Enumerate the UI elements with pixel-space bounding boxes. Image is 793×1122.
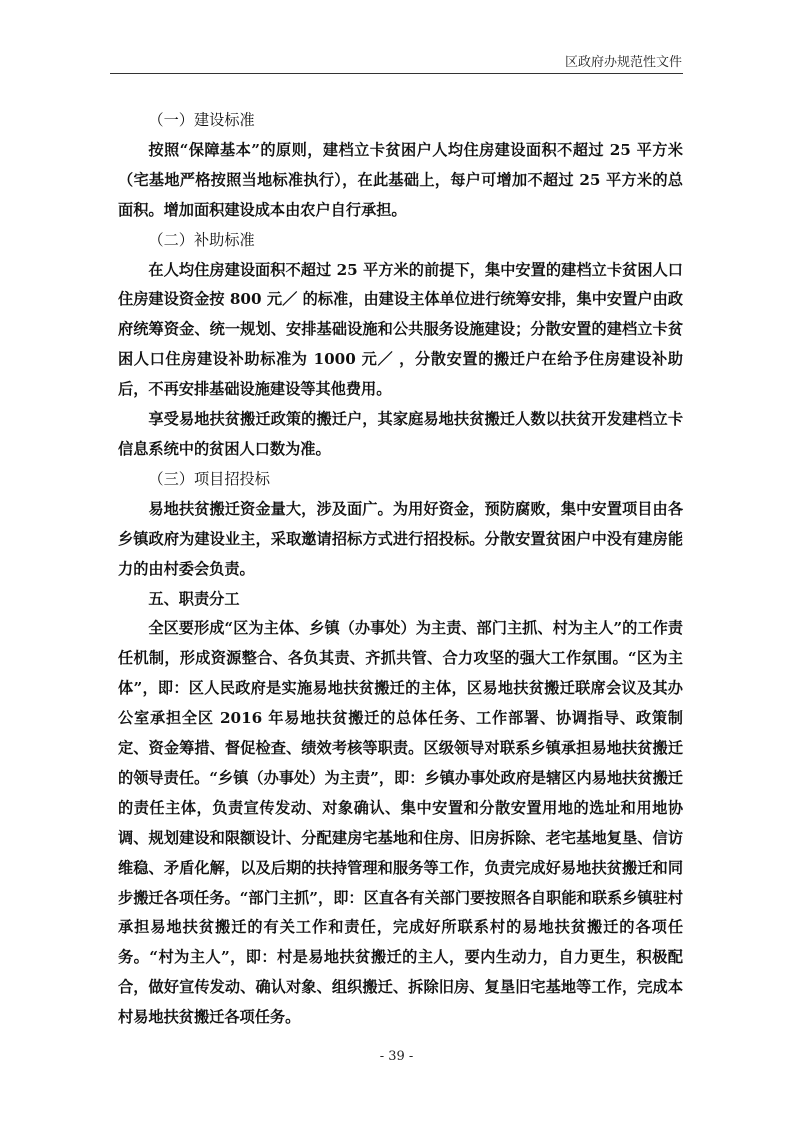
section-heading-responsibilities: 五、职责分工 bbox=[148, 589, 240, 608]
paragraph: 易地扶贫搬迁资金量大，涉及面广。为用好资金，预防腐败，集中安置项目由各乡镇政府为建设业主，采取邀请招标方式进行招投标。分散安置贫困户中没有建房能力的由村委会负责。 bbox=[118, 499, 683, 578]
body-text bbox=[118, 106, 683, 1033]
paragraph: 在人均住房建设面积不超过 25 平方米的前提下，集中安置的建档立卡贫困人口住房建设资金按 800 元／ 的标准，由建设主体单位进行统筹安排，集中安置户由政府统筹资金、统一规划、安排基础设施和公共服务设施建设；分散安置的建档立卡贫困人口住房建设补助标准为 1000 元／ ，分散安置的搬迁户在给予住房建设补助后，不再安排基础设施建设等其他费用。 bbox=[118, 260, 683, 399]
paragraph: 按照“保障基本”的原则，建档立卡贫困户人均住房建设面积不超过 25 平方米（宅基地严格按照当地标准执行），在此基础上，每户可增加不超过 25 平方米的总面积。增加面积建设成本由农户自行承担。 bbox=[118, 140, 683, 219]
paragraph: 全区要形成“区为主体、乡镇（办事处）为主责、部门主抓、村为主人”的工作责任机制，形成资源整合、各负其责、齐抓共管、合力攻坚的强大工作氛围。“区为主体”，即：区人民政府是实施易地扶贫搬迁的主体，区易地扶贫搬迁联席会议及其办公室承担全区 2016 年易地扶贫搬迁的总体任务、工作部署、协调指导、政策制定、资金筹措、督促检查、绩效考核等职责。区级领导对联系乡镇承担易地扶贫搬迁的领导责任。“乡镇（办事处）为主责”，即：乡镇办事处政府是辖区内易地扶贫搬迁的责任主体，负责宣传发动、对象确认、集中安置和分散安置用地的选址和用地协调、规划建设和限额设计、分配建房宅基地和住房、旧房拆除、老宅基地复垦、信访维稳、矛盾化解，以及后期的扶持管理和服务等工作，负责完成好易地扶贫搬迁和同步搬迁各项任务。“部门主抓”，即：区直各有关部门要按照各自职能和联系乡镇驻村承担易地扶贫搬迁的有关工作和责任，完成好所联系村的易地扶贫搬迁的各项任务。“村为主人”，即：村是易地扶贫搬迁的主人，要内生动力，自力更生，积极配合，做好宣传发动、确认对象、组织搬迁、拆除旧房、复垦旧宅基地等工作，完成本村易地扶贫搬迁各项任务。 bbox=[118, 619, 683, 1027]
subheading-bidding: （三）项目招投标 bbox=[148, 469, 270, 488]
header-divider bbox=[110, 73, 683, 74]
page-number: - 39 - bbox=[379, 1049, 414, 1064]
paragraph: 享受易地扶贫搬迁政策的搬迁户，其家庭易地扶贫搬迁人数以扶贫开发建档立卡信息系统中的贫困人口数为准。 bbox=[118, 410, 683, 458]
subheading-construction-standard: （一）建设标准 bbox=[148, 111, 255, 129]
running-header: 区政府办规范性文件 bbox=[564, 55, 682, 70]
subheading-subsidy-standard: （二）补助标准 bbox=[148, 230, 255, 249]
